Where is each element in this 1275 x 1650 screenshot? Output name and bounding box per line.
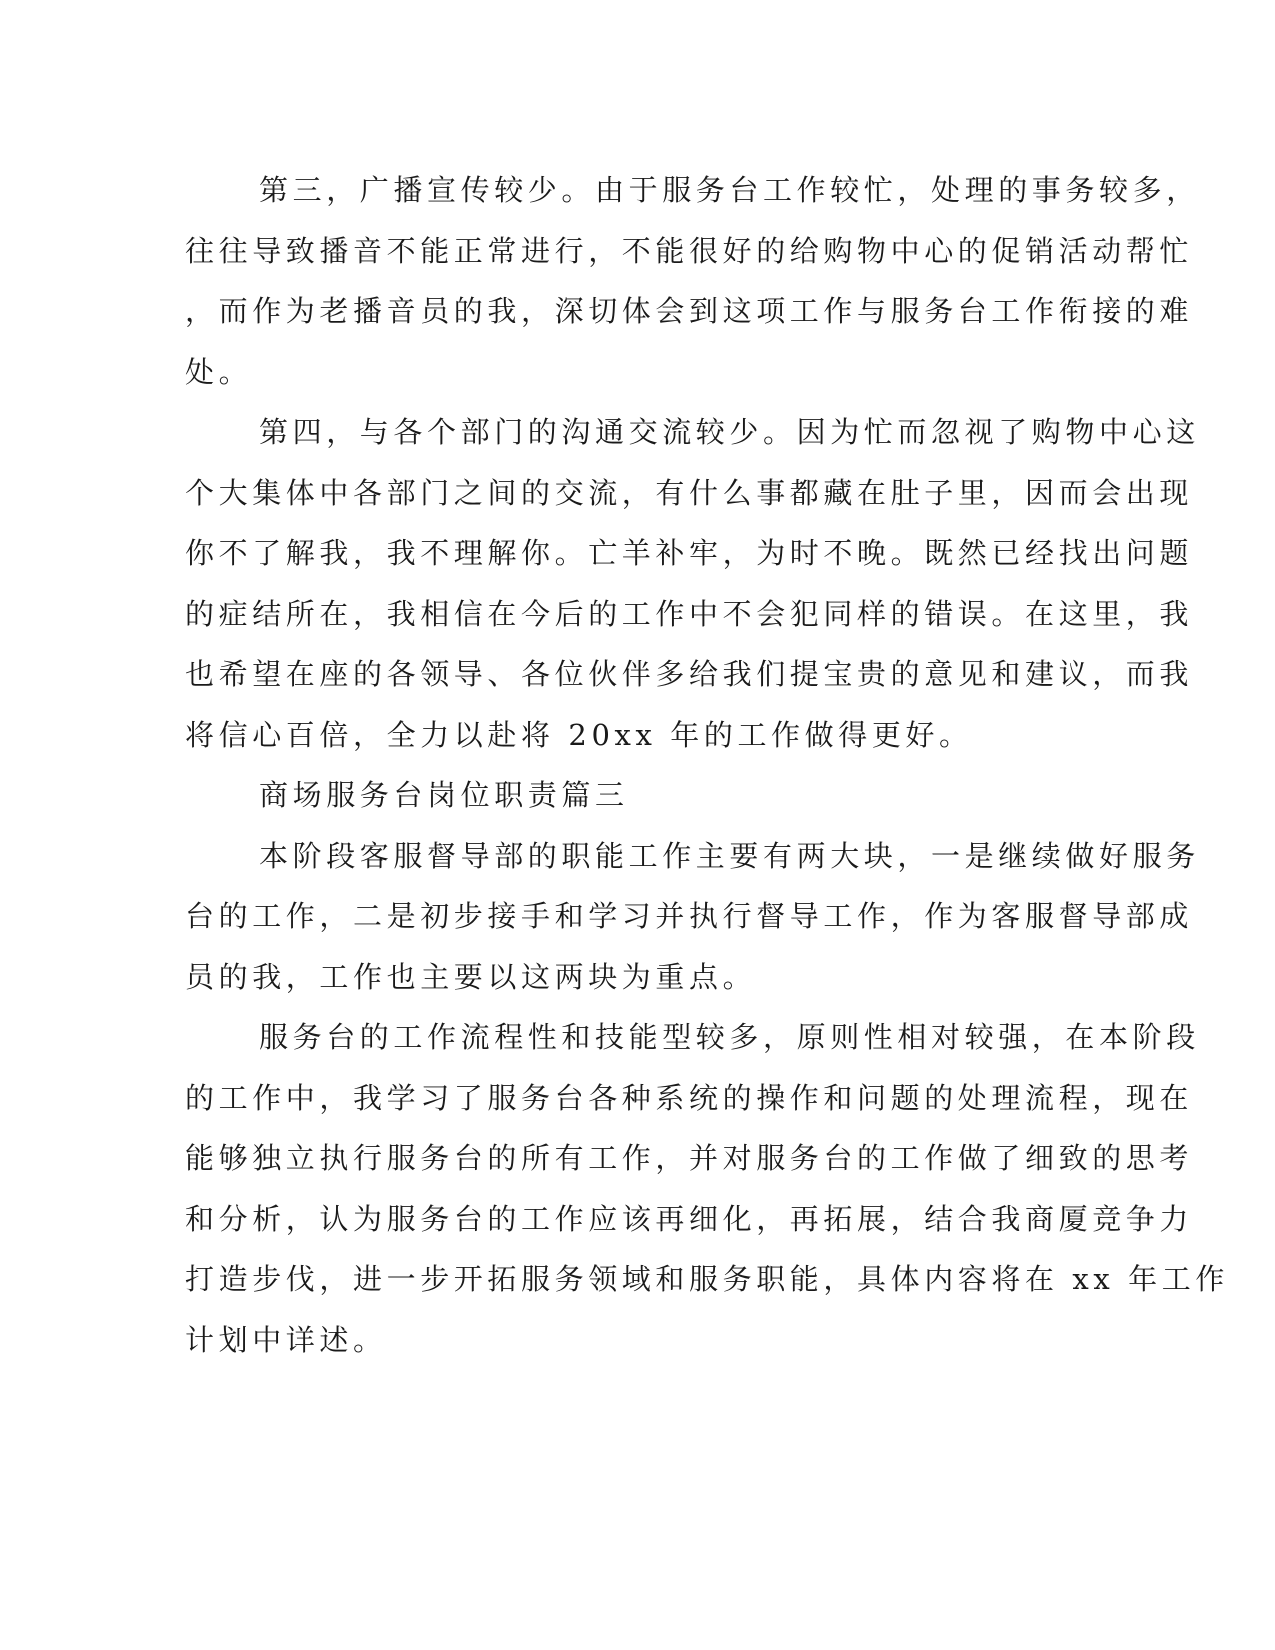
paragraph-3-line-2: 往往导致播音不能正常进行，不能很好的给购物中心的促销活动帮忙 [185,233,1194,268]
paragraph-3-line-4: 处。 [185,354,253,389]
paragraph-6-line-4: 和分析，认为服务台的工作应该再细化，再拓展，结合我商厦竞争力 [185,1201,1194,1236]
paragraph-4-line-2: 个大集体中各部门之间的交流，有什么事都藏在肚子里，因而会出现 [185,475,1194,510]
paragraph-5-line-1: 本阶段客服督导部的职能工作主要有两大块，一是继续做好服务 [259,838,1200,873]
paragraph-4-line-4: 的症结所在，我相信在今后的工作中不会犯同样的错误。在这里，我 [185,596,1194,631]
paragraph-3-line-1: 第三，广播宣传较少。由于服务台工作较忙，处理的事务较多， [259,173,1200,207]
section-heading: 商场服务台岗位职责篇三 [259,778,629,812]
paragraph-4-line-3: 你不了解我，我不理解你。亡羊补牢，为时不晚。既然已经找出问题 [185,536,1194,570]
document-body [185,160,1229,1370]
paragraph-6-line-5: 打造步伐，进一步开拓服务领域和服务职能，具体内容将在 xx 年工作 [185,1262,1229,1296]
paragraph-6-line-6: 计划中详述。 [185,1322,387,1357]
paragraph-4-line-6: 将信心百倍，全力以赴将 20xx 年的工作做得更好。 [185,717,973,752]
paragraph-3-line-3: ，而作为老播音员的我，深切体会到这项工作与服务台工作衔接的难 [185,294,1194,328]
paragraph-4-line-5: 也希望在座的各领导、各位伙伴多给我们提宝贵的意见和建议，而我 [185,657,1194,691]
paragraph-5-line-3: 员的我，工作也主要以这两块为重点。 [185,959,757,994]
paragraph-4-line-1: 第四，与各个部门的沟通交流较少。因为忙而忽视了购物中心这 [259,415,1200,449]
paragraph-6-line-2: 的工作中，我学习了服务台各种系统的操作和问题的处理流程，现在 [185,1080,1194,1115]
paragraph-6-line-3: 能够独立执行服务台的所有工作，并对服务台的工作做了细致的思考 [185,1141,1194,1175]
paragraph-6-line-1: 服务台的工作流程性和技能型较多，原则性相对较强，在本阶段 [259,1020,1200,1054]
paragraph-5-line-2: 台的工作，二是初步接手和学习并执行督导工作，作为客服督导部成 [185,899,1194,933]
